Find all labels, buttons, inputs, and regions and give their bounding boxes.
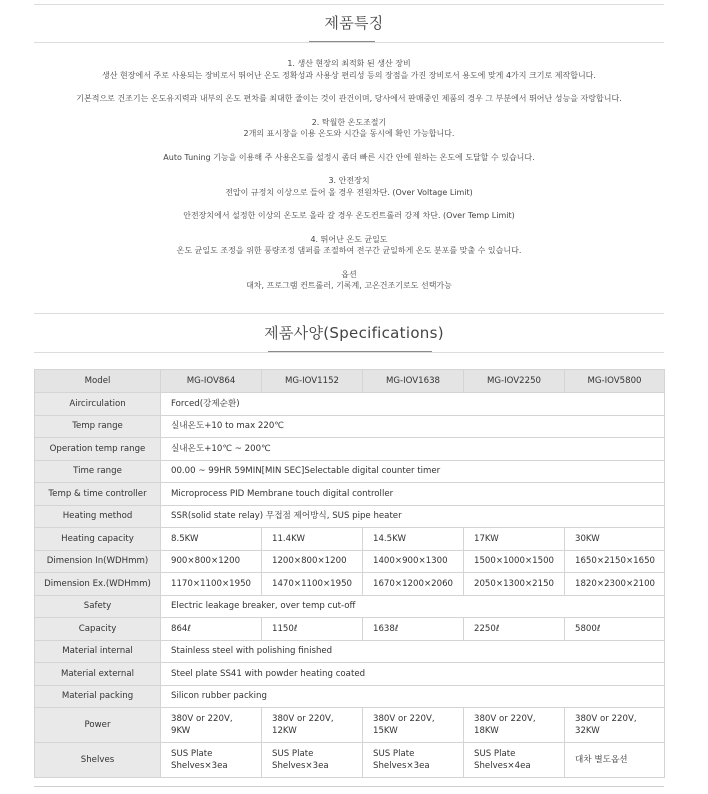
feature-line: 기본적으로 건조기는 온도유지력과 내부의 온도 편차를 최대한 줄이는 것이 관건이며, 당사에서 판매중인 제품의 경우 그 부분에서 뛰어난 성능을 자랑합니다. bbox=[76, 94, 622, 103]
feature-paragraph bbox=[34, 210, 664, 222]
cell-line: 9KW bbox=[171, 726, 191, 736]
row-value bbox=[262, 743, 363, 778]
feature-line: 생산 현장에서 주로 사용되는 장비로서 뛰어난 온도 정확성과 사용상 편리성 등의 장점을 가진 장비로서 용도에 맞게 4가지 크기로 제작합니다. bbox=[102, 70, 596, 80]
table-row bbox=[35, 550, 665, 573]
cell-line: 380V or 220V, bbox=[171, 714, 233, 724]
row-value: 00.00 ~ 99HR 59MIN[MIN SEC]Selectable digital counter timer bbox=[161, 460, 665, 483]
feature-paragraph bbox=[34, 175, 664, 198]
table-row bbox=[35, 528, 665, 551]
row-label: Heating capacity bbox=[35, 528, 161, 551]
row-value: 900×800×1200 bbox=[161, 550, 262, 573]
feature-line: 1. 생산 현장의 최적화 된 생산 장비 bbox=[287, 59, 411, 68]
row-value: Stainless steel with polishing finished bbox=[161, 640, 665, 663]
specs-top-divider bbox=[34, 313, 664, 314]
feature-line: 대차, 프로그램 컨트롤러, 기록계, 고온건조기로도 선택가능 bbox=[246, 281, 452, 290]
bottom-divider bbox=[34, 786, 664, 787]
row-label: Capacity bbox=[35, 618, 161, 641]
cell-line: Shelves×4ea bbox=[474, 761, 531, 771]
model-name-cell: MG-IOV864 bbox=[161, 370, 262, 393]
row-value bbox=[161, 708, 262, 743]
row-label: Dimension Ex.(WDHmm) bbox=[35, 573, 161, 596]
table-row bbox=[35, 595, 665, 618]
table-row bbox=[35, 663, 665, 686]
row-label: Material packing bbox=[35, 685, 161, 708]
cell-line: 380V or 220V, bbox=[474, 714, 536, 724]
row-value bbox=[363, 743, 464, 778]
row-value: 실내온도+10℃ ~ 200℃ bbox=[161, 438, 665, 461]
table-row bbox=[35, 505, 665, 528]
table-row bbox=[35, 438, 665, 461]
row-value: SSR(solid state relay) 무접점 제어방식, SUS pipe heater bbox=[161, 505, 665, 528]
feature-paragraph bbox=[34, 93, 664, 105]
feature-line: 2개의 표시창을 이용 온도와 시간을 동시에 확인 가능합니다. bbox=[243, 129, 455, 138]
row-label: Power bbox=[35, 708, 161, 743]
row-value bbox=[363, 708, 464, 743]
feature-line: 안전장치에서 설정한 이상의 온도로 올라 갈 경우 온도컨트롤러 강제 차단. (Over Temp Limit) bbox=[183, 211, 515, 220]
cell-line: 12KW bbox=[272, 726, 297, 736]
feature-line: 3. 안전장치 bbox=[328, 176, 370, 185]
feature-line: Auto Tuning 기능을 이용해 주 사용온도를 설정시 좀더 빠른 시간 안에 원하는 온도에 도달할 수 있습니다. bbox=[163, 152, 535, 162]
cell-line: SUS Plate bbox=[272, 749, 314, 759]
cell-line: 15KW bbox=[373, 726, 398, 736]
row-value: 1820×2300×2100 bbox=[565, 573, 665, 596]
row-label: Temp range bbox=[35, 415, 161, 438]
row-value: Silicon rubber packing bbox=[161, 685, 665, 708]
feature-line: 2. 탁월한 온도조절기 bbox=[311, 117, 387, 127]
model-name-cell: MG-IOV2250 bbox=[464, 370, 565, 393]
features-divider bbox=[34, 42, 664, 43]
cell-line: 380V or 220V, bbox=[272, 714, 334, 724]
feature-line: 전압이 규정치 이상으로 들어 올 경우 전원차단. (Over Voltage Limit) bbox=[225, 187, 473, 197]
table-row bbox=[35, 640, 665, 663]
row-value bbox=[161, 743, 262, 778]
row-label: Material external bbox=[35, 663, 161, 686]
row-value: 5800ℓ bbox=[565, 618, 665, 641]
feature-line: 옵션 bbox=[341, 269, 357, 279]
row-value: 2250ℓ bbox=[464, 618, 565, 641]
features-body bbox=[34, 58, 664, 304]
model-header-cell: Model bbox=[35, 370, 161, 393]
feature-paragraph bbox=[34, 58, 664, 81]
feature-line: 온도 균일도 조정을 위한 풍량조정 댐퍼를 조절하여 전구간 균일하게 온도 분포를 맞출 수 있습니다. bbox=[176, 246, 522, 255]
model-name-cell: MG-IOV1152 bbox=[262, 370, 363, 393]
feature-paragraph bbox=[34, 117, 664, 140]
feature-paragraph bbox=[34, 234, 664, 257]
row-value: 14.5KW bbox=[363, 528, 464, 551]
cell-line: 대차 별도옵션 bbox=[575, 755, 628, 765]
row-value: 30KW bbox=[565, 528, 665, 551]
cell-line: Shelves×3ea bbox=[171, 761, 228, 771]
row-label: Operation temp range bbox=[35, 438, 161, 461]
feature-paragraph bbox=[34, 269, 664, 292]
row-value: 8.5KW bbox=[161, 528, 262, 551]
cell-line: Shelves×3ea bbox=[272, 761, 329, 771]
model-name-cell: MG-IOV5800 bbox=[565, 370, 665, 393]
row-value: 2050×1300×2150 bbox=[464, 573, 565, 596]
row-value bbox=[464, 708, 565, 743]
row-value: Forced(강제순환) bbox=[161, 393, 665, 416]
row-value: 1170×1100×1950 bbox=[161, 573, 262, 596]
row-value: 1400×900×1300 bbox=[363, 550, 464, 573]
row-value: Electric leakage breaker, over temp cut-off bbox=[161, 595, 665, 618]
features-heading bbox=[0, 12, 708, 33]
row-label: Material internal bbox=[35, 640, 161, 663]
row-label: Dimension In(WDHmm) bbox=[35, 550, 161, 573]
table-row bbox=[35, 460, 665, 483]
row-value: 1670×1200×2060 bbox=[363, 573, 464, 596]
model-name-cell: MG-IOV1638 bbox=[363, 370, 464, 393]
row-value bbox=[262, 708, 363, 743]
row-value bbox=[565, 743, 665, 778]
row-label: Heating method bbox=[35, 505, 161, 528]
cell-line: Shelves×3ea bbox=[373, 761, 430, 771]
row-value bbox=[464, 743, 565, 778]
table-row bbox=[35, 393, 665, 416]
row-label: Aircirculation bbox=[35, 393, 161, 416]
table-row bbox=[35, 708, 665, 743]
features-title: 제품특징 bbox=[324, 14, 384, 32]
row-value: 실내온도+10 to max 220℃ bbox=[161, 415, 665, 438]
specs-heading bbox=[0, 322, 708, 343]
specs-divider bbox=[34, 352, 664, 353]
cell-line: SUS Plate bbox=[373, 749, 415, 759]
top-divider bbox=[34, 4, 664, 5]
row-value: 1470×1100×1950 bbox=[262, 573, 363, 596]
table-row bbox=[35, 483, 665, 506]
row-label: Time range bbox=[35, 460, 161, 483]
row-value: 864ℓ bbox=[161, 618, 262, 641]
row-value bbox=[565, 708, 665, 743]
row-label: Shelves bbox=[35, 743, 161, 778]
cell-line: 380V or 220V, bbox=[575, 714, 637, 724]
cell-line: SUS Plate bbox=[171, 749, 213, 759]
row-value: 17KW bbox=[464, 528, 565, 551]
row-value: Steel plate SS41 with powder heating coated bbox=[161, 663, 665, 686]
row-value: Microprocess PID Membrane touch digital controller bbox=[161, 483, 665, 506]
specs-title: 제품사양(Specifications) bbox=[264, 324, 444, 342]
cell-line: 18KW bbox=[474, 726, 499, 736]
row-value: 1638ℓ bbox=[363, 618, 464, 641]
table-row bbox=[35, 573, 665, 596]
cell-line: 380V or 220V, bbox=[373, 714, 435, 724]
feature-paragraph bbox=[34, 152, 664, 164]
row-value: 11.4KW bbox=[262, 528, 363, 551]
cell-line: 32KW bbox=[575, 726, 600, 736]
row-value: 1500×1000×1500 bbox=[464, 550, 565, 573]
cell-line: SUS Plate bbox=[474, 749, 516, 759]
table-row bbox=[35, 743, 665, 778]
row-value: 1150ℓ bbox=[262, 618, 363, 641]
row-value: 1650×2150×1650 bbox=[565, 550, 665, 573]
row-value: 1200×800×1200 bbox=[262, 550, 363, 573]
spec-table bbox=[34, 369, 665, 778]
row-label: Safety bbox=[35, 595, 161, 618]
spec-header-row bbox=[35, 370, 665, 393]
table-row bbox=[35, 685, 665, 708]
table-row bbox=[35, 618, 665, 641]
feature-line: 4. 뛰어난 온도 균일도 bbox=[310, 234, 388, 244]
row-label: Temp & time controller bbox=[35, 483, 161, 506]
table-row bbox=[35, 415, 665, 438]
